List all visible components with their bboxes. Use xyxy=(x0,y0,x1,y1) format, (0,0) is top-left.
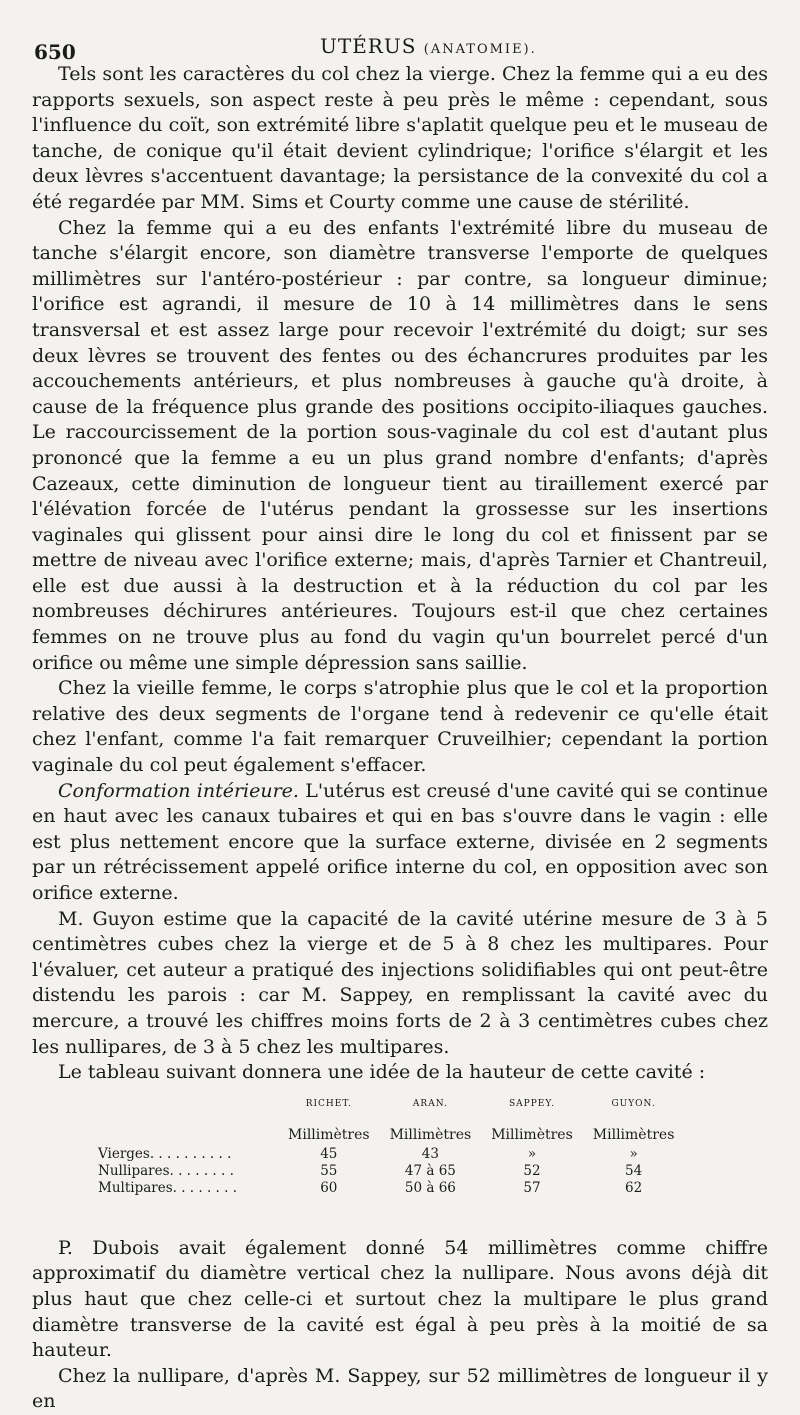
table-cell: 47 à 65 xyxy=(404,1162,456,1179)
running-title xyxy=(320,34,537,58)
paragraph-dubois: P. Dubois avait également donné 54 millimètres comme chiffre approximatif du diamètre vertical chez la nullipare. Nous avons déjà dit plus haut que chez celle-ci et surtout chez la multipare le plus grand diamètre transverse de la cavité est égal à peu près à la moitié de sa hauteur. xyxy=(32,1236,768,1362)
section-heading: Conformation intérieure. xyxy=(58,779,299,802)
running-title-main: UTÉRUS xyxy=(320,34,417,58)
table-row xyxy=(98,1146,684,1163)
paragraph-capacity: M. Guyon estime que la capacité de la cavité utérine mesure de 3 à 5 centimètres cubes chez la vierge et de 5 à 8 chez les multipares. Pour l'évaluer, cet auteur a pratiqué des injections solidifiables qui ont peut-être distendu les parois : car M. Sappey, en remplissant la cavité avec du mercure, a trouvé les chiffres moins forts de 2 à 3 centimètres cubes chez les nullipares, de 3 à 5 chez les multipares. xyxy=(32,907,768,1058)
table-cell: » xyxy=(629,1145,638,1162)
unit-cell: Millimètres xyxy=(592,1126,675,1143)
table-unit-row xyxy=(98,1127,684,1146)
table-row xyxy=(98,1180,684,1197)
table-cell: 60 xyxy=(320,1179,338,1196)
table-cell: 55 xyxy=(320,1162,338,1179)
table-row xyxy=(98,1163,684,1180)
unit-cell: Millimètres xyxy=(389,1126,472,1143)
table-cell: 57 xyxy=(523,1179,541,1196)
column-header: SAPPEY. xyxy=(508,1098,555,1109)
unit-cell: Millimètres xyxy=(288,1126,370,1143)
paragraph-cervix-parous: Chez la femme qui a eu des enfants l'extrémité libre du museau de tanche s'élargit encore, son diamètre transverse l'emporte de quelques millimètres sur l'antéro-postérieur : par contre, sa longueur diminue; l'orifice est agrandi, il mesure de 10 à 14 millimètres dans le sens transversal et est assez large pour recevoir l'extrémité du doigt; sur ses deux lèvres se trouvent des fentes ou des échancrures produites par les accouchements antérieurs, et plus nombreuses à gauche qu'à droite, à cause de la fréquence plus grande des positions occipito-iliaques gauches. Le raccourcissement de la portion sous-vaginale du col est d'autant plus prononcé que la femme a eu un plus grand nombre d'enfants; d'après Cazeaux, cette diminution de longueur tient au tiraillement exercé par l'élévation forcée de l'utérus pendant la grossesse sur les insertions vaginales qui glissent pour ainsi dire le long du col et finissent par se mettre de niveau avec l'orifice externe; mais, d'après Tarnier et Chantreuil, elle est due aussi à la destruction et à la réduction du col par les nombreuses déchirures antérieures. Toujours est-il que chez certaines femmes on ne trouve plus au fond du vagin qu'un bourrelet percé d'un orifice ou même une simple dépression sans saillie. xyxy=(32,216,768,674)
page-header xyxy=(30,30,770,64)
table-header-row xyxy=(98,1096,684,1127)
table-cell xyxy=(98,1127,278,1146)
paragraph-nullipare: Chez la nullipare, d'après M. Sappey, sur 52 millimètres de longueur il y en xyxy=(32,1364,768,1413)
page-number: 650 xyxy=(34,40,76,64)
table-corner xyxy=(98,1096,278,1127)
row-label: Multipares. . . . . . . . xyxy=(98,1179,238,1196)
table-cell: 43 xyxy=(421,1145,439,1162)
table-cell: 54 xyxy=(624,1162,643,1179)
paragraph-cervix-virgin: Tels sont les caractères du col chez la vierge. Chez la femme qui a eu des rapports sexuels, son aspect reste à peu près le même : cependant, sous l'influence du coït, son extrémité libre s'aplatit quelque peu et le museau de tanche, de conique qu'il était devient cylindrique; l'orifice s'élargit et les deux lèvres s'accentuent davantage; la persistance de la convexité du col a été regardée par MM. Sims et Courty comme une cause de stérilité. xyxy=(32,63,768,213)
paragraph-internal-conformation xyxy=(32,779,768,907)
body-text xyxy=(32,62,768,1415)
column-header: ARAN. xyxy=(412,1098,448,1109)
running-title-sub: (ANATOMIE). xyxy=(423,42,537,57)
row-label: Vierges. . . . . . . . . . xyxy=(98,1145,232,1162)
table-cell: 45 xyxy=(320,1145,338,1162)
column-header: GUYON. xyxy=(611,1098,656,1109)
height-table-wrap xyxy=(32,1096,768,1236)
column-header: RICHET. xyxy=(305,1098,352,1109)
table-cell: 62 xyxy=(624,1179,643,1196)
table-cell: 50 à 66 xyxy=(404,1179,456,1196)
section-text: L'utérus est creusé d'une cavité qui se continue en haut avec les canaux tubaires et qui en bas s'ouvre dans le vagin : elle est plus nettement encore que la surface externe, divisée en 2 segments par un rétrécissement appelé orifice interne du col, en opposition avec son orifice externe. xyxy=(32,779,768,904)
table-cell: 52 xyxy=(523,1162,541,1179)
cavity-height-table xyxy=(98,1096,684,1197)
table-cell: » xyxy=(527,1145,537,1162)
paragraph-table-intro: Le tableau suivant donnera une idée de la hauteur de cette cavité : xyxy=(58,1061,706,1084)
paragraph-old-woman: Chez la vieille femme, le corps s'atrophie plus que le col et la proportion relative des deux segments de l'organe tend à redevenir ce qu'elle était chez l'enfant, comme l'a fait remarquer Cruveilhier; cependant la portion vaginale du col peut également s'effacer. xyxy=(32,677,768,777)
row-label: Nullipares. . . . . . . . xyxy=(98,1162,234,1179)
unit-cell: Millimètres xyxy=(491,1126,573,1143)
